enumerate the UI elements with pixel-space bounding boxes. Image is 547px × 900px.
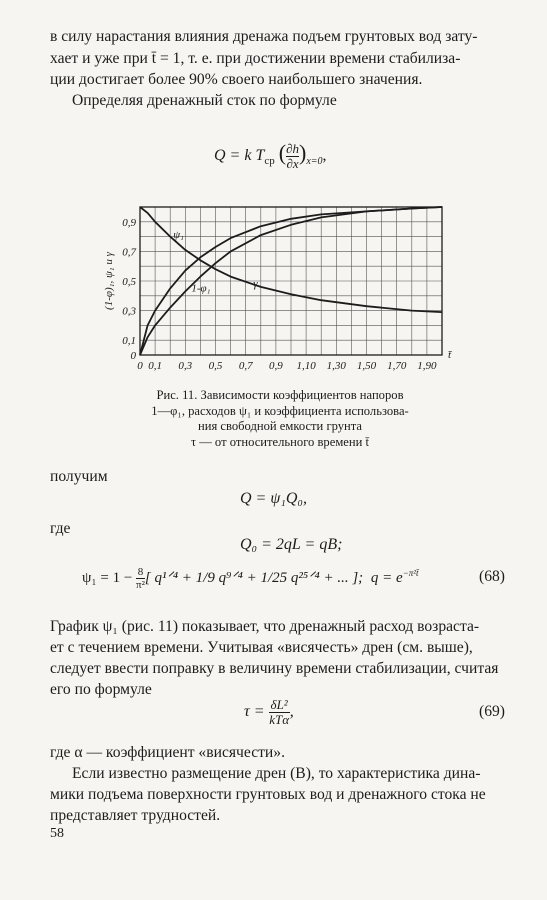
text-line: следует ввести поправку в величину времени стабилизации, считая (50, 660, 499, 677)
chart-grid (140, 207, 442, 355)
caption-line: ния свободной емкости грунта (197, 419, 363, 433)
x-tick-label: 0,3 (178, 360, 193, 372)
y-tick-label: 0,9 (122, 216, 136, 229)
formula-q: Q = ψ₁Q₀, (240, 490, 307, 507)
y-tick-label: 0,7 (122, 246, 136, 259)
formula-part: Q = k T (214, 147, 265, 164)
figure-caption (100, 388, 460, 450)
text-line: Если известно размещение дрен (B), то характеристика дина- (72, 765, 481, 782)
caption-line: Рис. 11. Зависимости коэффициентов напоров (156, 388, 404, 402)
x-tick-label: 0,9 (269, 360, 283, 372)
equation-number: (68) (479, 568, 505, 585)
y-tick-label: 0 (130, 350, 136, 362)
formula-part: π² (136, 579, 145, 591)
formula-part: kTα (269, 712, 290, 727)
formula-part: ψ₁ = 1 − (82, 569, 137, 586)
text-line: ции достигает более 90% своего наибольшего значения. (50, 71, 423, 88)
formula-part: τ = (244, 703, 269, 721)
chart-ticks (122, 217, 452, 372)
x-tick-label: 0,1 (148, 360, 162, 372)
text-line: где α — коэффициент «висячести». (50, 744, 285, 761)
figure-11-chart (0, 190, 547, 570)
curve-label: ψ₁ (173, 229, 184, 242)
formula-part: [ q¹ᐟ⁴ + 1/9 q⁹ᐟ⁴ + 1/25 q²⁵ᐟ⁴ + ... ]; (144, 569, 364, 586)
curve-label: γ (253, 277, 258, 290)
formula-part: , (322, 147, 327, 164)
formula-part: 8 (137, 566, 144, 578)
equation-number: (69) (479, 703, 505, 720)
text-line: хает и уже при t̄ = 1, т. е. при достижении времени стабилиза- (50, 50, 461, 67)
x-tick-label: 0 (137, 360, 143, 372)
text-line: ет с течением времени. Учитывая «висячесть» дрен (см. выше), (50, 639, 473, 656)
formula-flow: Q = k $T_{ср}$ ( $\frac{\partial h}{\partial x}$ )$_{x=0}$, (214, 140, 327, 171)
text-line: График ψ₁ (рис. 11) показывает, что дренажный расход возраста- (50, 618, 480, 635)
formula-part: ср (264, 155, 275, 168)
formula-part: δL² (270, 697, 288, 712)
y-tick-label: 0,1 (122, 335, 136, 348)
text-line: где (50, 520, 71, 537)
x-tick-label: 1,10 (296, 360, 316, 372)
page-number: 58 (50, 826, 64, 841)
text-line: представляет трудностей. (50, 807, 221, 824)
formula-q0: Q₀ = 2qL = qB; (240, 536, 343, 553)
formula-part: ∂h (286, 140, 300, 156)
formula-69 (244, 698, 294, 727)
x-tick-label: 0,7 (238, 360, 253, 372)
x-tick-label: 1,50 (356, 360, 377, 372)
formula-part: ∂x (286, 155, 299, 171)
x-axis-symbol: t̄ (448, 349, 452, 361)
formula-68 (82, 566, 418, 591)
x-tick-label: 1,90 (417, 360, 437, 372)
x-tick-label: 1,30 (326, 360, 346, 372)
formula-part: q = e (370, 569, 403, 586)
y-tick-label: 0,3 (122, 305, 136, 318)
x-tick-label: 1,70 (387, 360, 407, 372)
text-line: его по формуле (50, 681, 152, 698)
curve-label: 1-φ₁ (191, 282, 211, 295)
text-line: мики подъема поверхности грунтовых вод и дренажного стока не (50, 786, 486, 803)
y-axis-label: (1-φ)₁, ψ₁ и γ (103, 252, 115, 310)
text-line: получим (50, 468, 108, 485)
text-line: в силу нарастания влияния дренажа подъем грунтовых вод зату- (50, 28, 478, 45)
x-tick-label: 0,5 (208, 360, 223, 372)
caption-line: τ — от относительного времени t̄ (190, 434, 370, 449)
formula-part: −π²t̄ (402, 567, 419, 578)
caption-line: 1—φ₁, расходов ψ₁ и коэффициента использова- (151, 403, 409, 418)
formula-part: , (289, 703, 294, 721)
formula-part: x=0 (306, 156, 323, 168)
y-tick-label: 0,5 (122, 276, 136, 288)
chart-labels (103, 229, 258, 310)
text-line: Определяя дренажный сток по формуле (72, 92, 337, 109)
